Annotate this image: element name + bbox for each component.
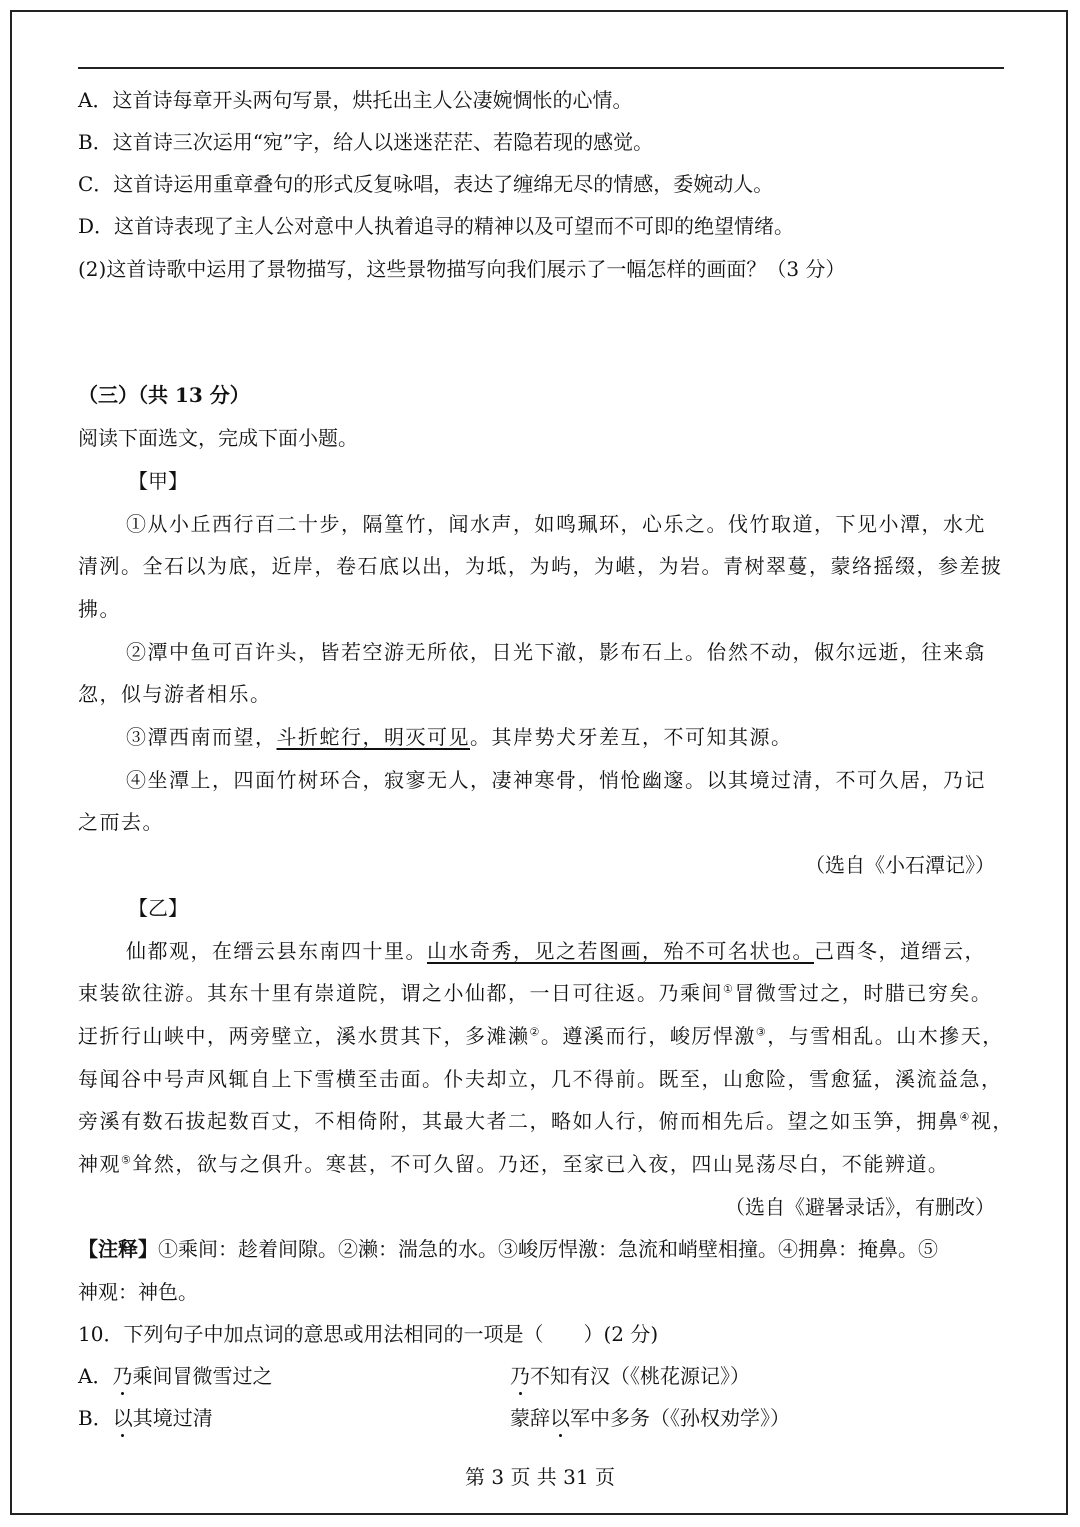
note-marker-4: ④ <box>959 1110 971 1124</box>
jia-p3-post: 。其岸势犬牙差互，不可知其源。 <box>470 725 793 749</box>
note-marker-3: ③ <box>755 1025 768 1039</box>
q10-b-compare-rest: 军中多务（《孙权劝学》） <box>570 1406 790 1430</box>
yi-line6-b: 耸然，欲与之俱升。寒甚，不可久留。乃还，至家已入夜，四山晃荡尽白，不能辨道。 <box>132 1152 950 1176</box>
jia-p1-line2: 清洌。全石以为底，近岸，卷石底以出，为坻，为屿，为嵁，为岩。青树翠蔓，蒙络摇缀，参差披 <box>78 554 1003 578</box>
q10-option-a <box>78 1363 1004 1389</box>
page-footer: 第 3 页 共 31 页 <box>465 1465 615 1489</box>
q10-a-label: A． <box>78 1364 113 1388</box>
question-10-stem: 10．下列句子中加点词的意思或用法相同的一项是（ ）(2 分) <box>78 1322 659 1346</box>
yi-source: （选自《避暑录话》，有删改） <box>725 1195 995 1219</box>
option-c: C．这首诗运用重章叠句的形式反复咏唱，表达了缠绵无尽的情感，委婉动人。 <box>78 172 774 196</box>
yi-line1-underlined: 山水奇秀，见之若图画，殆不可名状也。 <box>427 939 814 963</box>
q10-b-compare-pre: 蒙辞 <box>510 1406 550 1430</box>
yi-line5 <box>78 1108 1014 1134</box>
yi-line6 <box>78 1151 1004 1177</box>
jia-p4-line1: ④坐潭上，四面竹树环合，寂寥无人，凄神寒骨，悄怆幽邃。以其境过清，不可久居，乃记 <box>126 768 986 792</box>
yi-line5-a: 旁溪有数石拔起数百丈，不相倚附，其最大者二，略如人行，俯而相先后。望之如玉笋，拥鼻 <box>78 1109 960 1133</box>
jia-p1-line3: 拂。 <box>78 597 121 621</box>
section-heading: （三）（共 13 分） <box>78 383 250 407</box>
yi-line3 <box>78 1023 1004 1049</box>
yi-line6-a: 神观 <box>78 1152 121 1176</box>
notes-line1 <box>78 1236 1004 1262</box>
jia-p3 <box>126 724 1006 750</box>
option-a: A．这首诗每章开头两句写景，烘托出主人公凄婉惆怅的心情。 <box>78 88 633 112</box>
q10-b-label: B． <box>78 1406 113 1430</box>
jia-source: （选自《小石潭记》） <box>805 853 995 877</box>
jia-p4-line2: 之而去。 <box>78 810 164 834</box>
q10-b-dotted-word: 以 <box>112 1406 133 1430</box>
q10-a-rest: 乘间冒微雪过之 <box>132 1364 273 1388</box>
q10-a-dotted-word: 乃 <box>112 1364 133 1388</box>
note-marker-2: ② <box>529 1025 541 1039</box>
yi-line1 <box>126 938 1006 964</box>
passage-yi-label: 【乙】 <box>128 896 188 920</box>
yi-line3-c: ，与雪相乱。山木摻天， <box>767 1024 1004 1048</box>
yi-line2-post: 冒微雪过之，时腊已穷矣。 <box>734 981 993 1005</box>
option-d: D．这首诗表现了主人公对意中人执着追寻的精神以及可望而不可即的绝望情绪。 <box>78 214 795 238</box>
q10-b-compare <box>510 1405 790 1431</box>
notes-line2: 神观：神色。 <box>78 1280 198 1304</box>
yi-line1-post: 己酉冬，道缙云， <box>814 939 986 963</box>
yi-line3-b: 。遵溪而行，峻厉悍激 <box>540 1024 756 1048</box>
jia-p3-underlined: 斗折蛇行，明灭可见 <box>276 725 470 749</box>
header-rule <box>78 67 1004 69</box>
q10-option-b <box>78 1405 1004 1431</box>
notes-label: 【注释】 <box>78 1237 158 1261</box>
jia-p3-pre: ③潭西南而望， <box>126 725 277 749</box>
jia-p1-line1: ①从小丘西行百二十步，隔篁竹，闻水声，如鸣珮环，心乐之。伐竹取道，下见小潭，水尤 <box>126 512 986 536</box>
passage-jia-label: 【甲】 <box>128 469 188 493</box>
q10-a-compare-rest: 不知有汉（《桃花源记》） <box>530 1364 750 1388</box>
q10-b-compare-dotted-word: 以 <box>550 1406 570 1430</box>
q10-a-compare-dotted-word: 乃 <box>510 1364 530 1388</box>
note-marker-1: ① <box>723 982 735 996</box>
note-marker-5: ⑤ <box>121 1153 133 1167</box>
yi-line5-b: 视， <box>970 1109 1014 1133</box>
jia-p2-line1: ②潭中鱼可百许头，皆若空游无所依，日光下澈，影布石上。佁然不动，俶尔远逝，往来翕 <box>126 640 986 664</box>
q10-b-rest: 其境过清 <box>132 1406 213 1430</box>
question-2: (2)这首诗歌中运用了景物描写，这些景物描写向我们展示了一幅怎样的画面？（3 分） <box>78 257 846 281</box>
q10-a-compare <box>510 1363 750 1389</box>
yi-line2 <box>78 980 1004 1006</box>
yi-line4: 每闻谷中号声风辄自上下雪横至击面。仆夫却立，几不得前。既至，山愈险，雪愈猛，溪流益急， <box>78 1067 1003 1091</box>
yi-line1-pre: 仙都观，在缙云县东南四十里。 <box>126 939 427 963</box>
option-b: B．这首诗三次运用“宛”字，给人以迷迷茫茫、若隐若现的感觉。 <box>78 130 654 154</box>
yi-line2-pre: 束装欲往游。其东十里有崇道院，谓之小仙都，一日可往返。乃乘间 <box>78 981 723 1005</box>
yi-line3-a: 迂折行山峡中，两旁壁立，溪水贯其下，多滩濑 <box>78 1024 530 1048</box>
jia-p2-line2: 忽，似与游者相乐。 <box>78 682 272 706</box>
notes-text: ①乘间：趁着间隙。②濑：湍急的水。③峻厉悍激：急流和峭壁相撞。④拥鼻：掩鼻。⑤ <box>158 1237 938 1261</box>
section-instruction: 阅读下面选文，完成下面小题。 <box>78 426 358 450</box>
